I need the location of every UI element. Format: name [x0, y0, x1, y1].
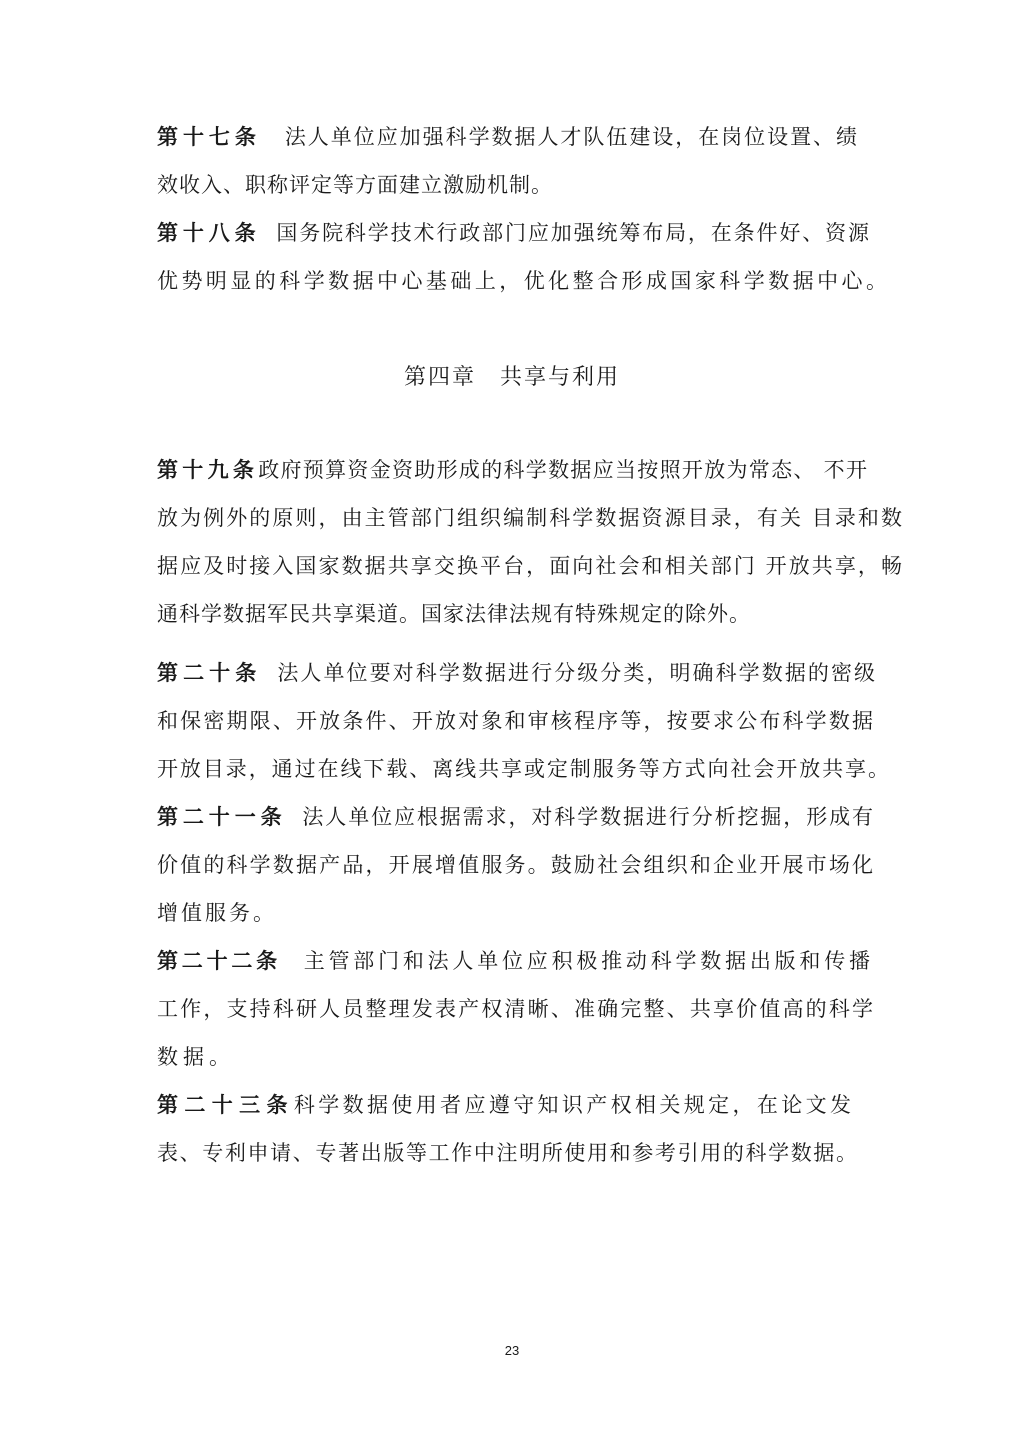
article-line: 价值的科学数据产品，开展增值服务。鼓励社会组织和企业开展市场化 — [157, 853, 873, 877]
article-line — [157, 1090, 851, 1120]
article-line: 开放目录，通过在线下载、离线共享或定制服务等方式向社会开放共享。 — [157, 757, 889, 781]
article-text: 法人单位应加强科学数据人才队伍建设，在岗位设置、绩 — [282, 125, 858, 149]
article-line: 增值服务。 — [157, 901, 277, 925]
article-text: 主管部门和法人单位应积极推动科学数据出版和传播 — [302, 949, 874, 973]
article-label: 第十九条 — [157, 458, 259, 482]
article-label: 第二十条 — [157, 661, 262, 685]
article-line: 数据。 — [157, 1045, 235, 1069]
article-text: 法人单位应根据需求，对科学数据进行分析挖掘，形成有 — [300, 805, 873, 829]
article-line: 表、专利申请、专著出版等工作中注明所使用和参考引用的科学数据。 — [157, 1141, 857, 1165]
article-line: 优势明显的科学数据中心基础上，优化整合形成国家科学数据中心。 — [157, 269, 887, 293]
article-text: 政府预算资金资助形成的科学数据应当按照开放为常态、 不开 — [258, 458, 867, 482]
article-line: 通科学数据军民共享渠道。国家法律法规有特殊规定的除外。 — [157, 602, 751, 626]
article-text: 科学数据使用者应遵守知识产权相关规定，在论文发 — [293, 1093, 852, 1117]
article-line — [157, 218, 869, 248]
article-line: 放为例外的原则，由主管部门组织编制科学数据资源目录，有关 目录和数 — [157, 506, 902, 530]
article-line — [157, 802, 873, 832]
article-label: 第二十三条 — [157, 1093, 294, 1117]
article-line: 工作，支持科研人员整理发表产权清晰、准确完整、共享价值高的科学 — [157, 997, 873, 1021]
article-line — [157, 455, 867, 485]
article-label: 第十七条 — [157, 125, 261, 149]
page-number: 23 — [504, 1343, 520, 1358]
article-text: 法人单位要对科学数据进行分级分类，明确科学数据的密级 — [275, 661, 876, 685]
article-text: 国务院科学技术行政部门应加强统筹布局，在条件好、资源 — [274, 221, 869, 245]
article-line — [157, 122, 857, 152]
article-line: 效收入、职称评定等方面建立激励机制。 — [157, 173, 553, 197]
article-line: 据应及时接入国家数据共享交换平台，面向社会和相关部门 开放共享，畅 — [157, 554, 902, 578]
chapter-heading: 第四章 共享与利用 — [403, 365, 620, 390]
article-label: 第二十一条 — [157, 805, 287, 829]
article-line — [157, 946, 873, 976]
article-line — [157, 658, 875, 688]
article-line: 和保密期限、开放条件、开放对象和审核程序等，按要求公布科学数据 — [157, 709, 873, 733]
article-label: 第十八条 — [157, 221, 261, 245]
article-label: 第二十二条 — [157, 949, 281, 973]
